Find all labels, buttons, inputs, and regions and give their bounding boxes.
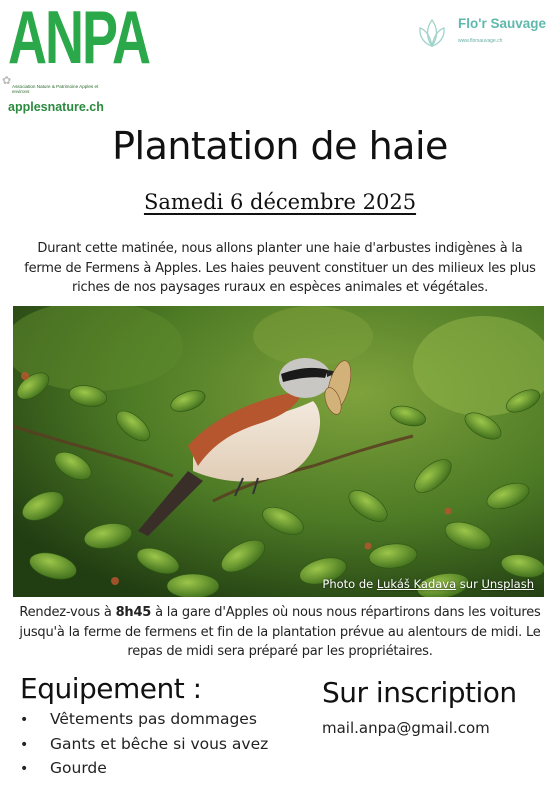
- bullet: •: [20, 712, 29, 728]
- flor-sauvage-logo-name: Flo'r Sauvage: [458, 16, 546, 31]
- meeting-prefix: Rendez-vous à: [19, 605, 116, 620]
- unsplash-link[interactable]: Unsplash: [481, 577, 534, 591]
- list-item: [20, 708, 268, 733]
- list-item: [20, 733, 268, 758]
- event-date-text: Samedi 6 décembre 2025: [143, 190, 417, 214]
- signup-email[interactable]: mail.anpa@gmail.com: [322, 719, 490, 737]
- anpa-logo-letters: ANPA: [8, 0, 150, 80]
- photo-credit: [322, 577, 534, 591]
- event-date: [0, 190, 560, 214]
- equipment-list: [20, 708, 268, 782]
- signup-heading: Sur inscription: [322, 676, 517, 709]
- bird-photo: [13, 306, 544, 597]
- photo-author-link[interactable]: Lukáš Kadava: [376, 577, 457, 591]
- event-title: Plantation de haie: [112, 124, 448, 168]
- meeting-details: à la gare d'Apples où nous nous répartirons dans les voitures jusqu'à la ferme de fermens et fin de la plantation prévue au alentours de midi. Le repas de midi sera préparé par les propriétaires.: [19, 605, 541, 659]
- equipment-heading: Equipement :: [20, 672, 202, 705]
- meeting-paragraph: [18, 603, 542, 662]
- website-link[interactable]: applesnature.ch: [8, 100, 104, 114]
- lotus-icon: [416, 16, 448, 50]
- intro-paragraph: Durant cette matinée, nous allons planter une haie d'arbustes indigènes à la ferme de Fermens à Apples. Les haies peuvent constituer un des milieux les plus riches de nos paysages ruraux en espèces animales et végétales.: [24, 241, 536, 295]
- anpa-logo-subtitle: Association Nature & Patrimoine Apples et environs: [12, 84, 99, 95]
- bullet: •: [20, 736, 29, 753]
- photo-credit-prefix: Photo de: [322, 577, 377, 591]
- list-item: [20, 757, 268, 782]
- list-item-label: Vêtements pas dommages: [50, 710, 257, 728]
- shrike-illustration: [13, 306, 544, 597]
- list-item-label: Gants et bêche si vous avez: [50, 734, 269, 753]
- bullet: •: [20, 761, 29, 777]
- photo-credit-mid: sur: [456, 577, 482, 591]
- list-item-label: Gourde: [50, 759, 107, 777]
- flower-icon: ✿: [2, 74, 12, 87]
- meeting-time: 8h45: [115, 605, 152, 620]
- flor-sauvage-url[interactable]: www.florsauvage.ch: [458, 38, 503, 44]
